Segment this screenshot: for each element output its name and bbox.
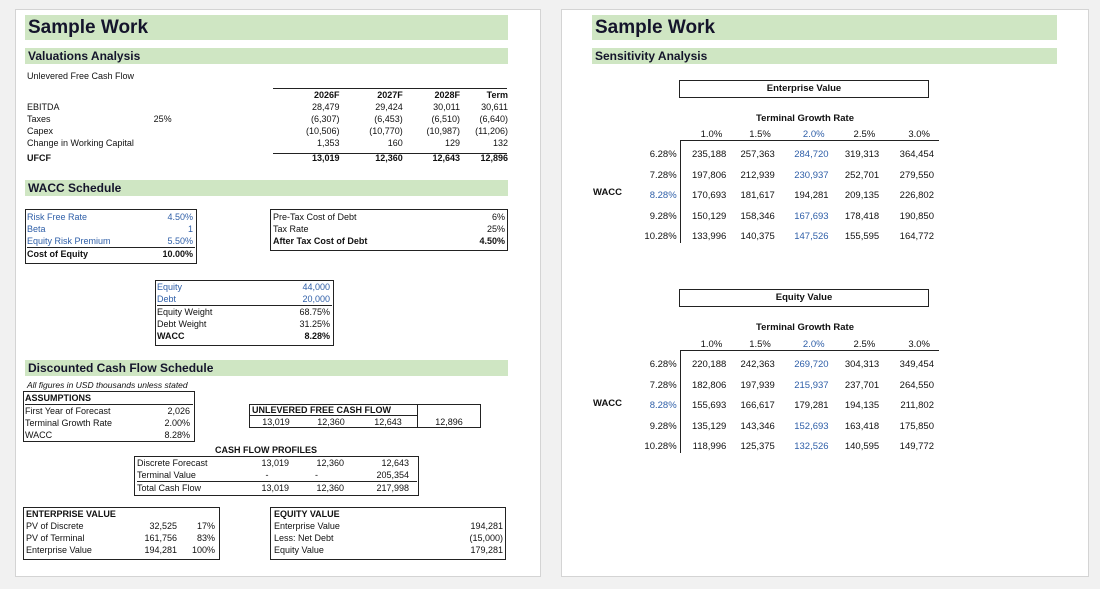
sensitivity-cell: 125,375 <box>740 441 775 453</box>
enterprise-value-table-title: Enterprise Value <box>679 80 929 98</box>
table-row <box>27 137 508 149</box>
sensitivity-cell: 215,937 <box>794 379 829 391</box>
table-row <box>157 281 332 293</box>
sensitivity-cell: 364,454 <box>899 149 934 161</box>
cell: (6,307) <box>310 114 340 124</box>
cell: 13,019 <box>262 417 290 427</box>
sensitivity-cell: 237,701 <box>844 379 880 391</box>
cell: 12,360 <box>289 482 344 495</box>
sensitivity-cell: 194,135 <box>844 400 880 412</box>
sensitivity-heading: Sensitivity Analysis <box>592 48 1057 64</box>
table-row <box>25 429 193 441</box>
row-label: Terminal Growth Rate <box>25 418 113 428</box>
ufcf-subheading: Unlevered Free Cash Flow <box>27 71 135 81</box>
cell: 8.28% <box>164 430 190 440</box>
cell: (10,987) <box>426 126 460 136</box>
wacc-rate-label: 6.28% <box>649 149 677 161</box>
cash-flow-profiles-table <box>137 457 417 494</box>
cell: 17% <box>196 521 215 531</box>
row-label: Debt <box>157 294 177 304</box>
sensitivity-cell: 190,850 <box>899 210 934 222</box>
cell: 100% <box>191 545 215 555</box>
sensitivity-cell: 132,526 <box>794 441 829 453</box>
sensitivity-cell: 209,135 <box>844 190 880 202</box>
sensitivity-cell: 164,772 <box>899 231 934 243</box>
row-label: UFCF <box>27 153 51 163</box>
cell: (6,640) <box>479 114 508 124</box>
cell: (6,453) <box>374 114 403 124</box>
wacc-rate-label: 10.28% <box>644 231 677 243</box>
row-label: Enterprise Value <box>26 545 92 555</box>
cell: 2.00% <box>164 418 190 428</box>
sensitivity-row <box>628 186 938 207</box>
cell: 217,998 <box>344 482 409 495</box>
sensitivity-row <box>628 437 938 458</box>
row-label: Less: Net Debt <box>274 533 334 543</box>
wacc-axis-label: WACC <box>593 187 623 198</box>
sensitivity-row <box>628 355 938 376</box>
growth-rate-header: 1.5% <box>749 338 771 350</box>
row-label: Equity Weight <box>157 306 267 319</box>
left-page-title: Sample Work <box>25 15 508 40</box>
table-row <box>157 293 332 306</box>
sensitivity-cell: 133,996 <box>691 231 727 243</box>
sensitivity-cell: 181,617 <box>740 190 775 202</box>
sensitivity-cell: 257,363 <box>740 149 775 161</box>
sensitivity-cell: 147,526 <box>794 231 829 243</box>
sensitivity-cell: 152,693 <box>794 420 829 432</box>
cell: 13,019 <box>261 458 289 468</box>
cell: 129 <box>444 138 460 148</box>
cash-flow-profiles-title: CASH FLOW PROFILES <box>215 445 317 455</box>
sensitivity-cell: 304,313 <box>844 359 880 371</box>
growth-rate-header: 3.0% <box>908 338 930 350</box>
growth-axis-label: Terminal Growth Rate <box>755 322 854 333</box>
sensitivity-cell: 178,418 <box>844 210 880 222</box>
equity-value-title: EQUITY VALUE <box>274 509 340 519</box>
cell: 5.50% <box>167 236 193 246</box>
sensitivity-row <box>628 396 938 417</box>
cost-of-debt-table <box>273 211 505 247</box>
cell: 12,360 <box>317 417 345 427</box>
growth-rate-header: 2.0% <box>802 128 825 140</box>
enterprise-value-sensitivity-grid <box>628 124 938 247</box>
valuations-heading: Valuations Analysis <box>25 48 508 64</box>
row-label: WACC <box>25 430 53 440</box>
table-row <box>274 544 503 556</box>
cell: (6,510) <box>431 114 460 124</box>
wacc-rate-label: 7.28% <box>649 169 677 181</box>
equity-value-sensitivity-grid <box>628 334 938 457</box>
cell: 31.25% <box>299 319 330 329</box>
cell: 30,011 <box>433 102 460 112</box>
column-header: 2028F <box>434 90 460 100</box>
row-label: Discrete Forecast <box>137 458 208 468</box>
growth-header-row <box>628 334 938 355</box>
row-label: Pre-Tax Cost of Debt <box>273 212 357 222</box>
cell: 32,525 <box>149 521 177 531</box>
row-label: Equity <box>157 282 183 292</box>
growth-header-row <box>628 124 938 145</box>
dcf-heading: Discounted Cash Flow Schedule <box>25 360 508 376</box>
cell: (10,506) <box>305 126 340 136</box>
wacc-rate-label: 10.28% <box>644 441 677 453</box>
column-header: 2026F <box>313 90 340 100</box>
row-label: Equity Risk Premium <box>27 236 111 246</box>
sensitivity-cell: 211,802 <box>900 400 934 412</box>
sensitivity-cell: 230,937 <box>794 169 829 181</box>
sensitivity-cell: 284,720 <box>794 149 829 161</box>
row-label: EBITDA <box>27 102 60 112</box>
table-row <box>25 417 193 429</box>
cell: - <box>315 470 318 480</box>
table-row <box>274 532 503 544</box>
wacc-rate-label: 8.28% <box>649 400 677 412</box>
cell: 194,281 <box>470 521 503 531</box>
cell: 194,281 <box>144 545 177 555</box>
valuations-header-row <box>27 89 508 101</box>
enterprise-value-table <box>26 508 218 556</box>
row-label: Cost of Equity <box>27 248 137 261</box>
cell: (11,206) <box>475 126 508 136</box>
cell: 12,643 <box>374 417 402 427</box>
sensitivity-cell: 279,550 <box>899 169 934 181</box>
table-row <box>27 125 508 137</box>
sensitivity-cell: 197,939 <box>740 379 775 391</box>
cell: 83% <box>196 533 215 543</box>
corner-cell <box>628 124 680 145</box>
right-page-title: Sample Work <box>592 15 1057 40</box>
cell: 2,026 <box>167 406 190 416</box>
sensitivity-cell: 158,346 <box>740 210 775 222</box>
sensitivity-cell: 349,454 <box>899 359 934 371</box>
wacc-rate-label: 9.28% <box>649 210 677 222</box>
table-row <box>27 211 195 223</box>
cell: (15,000) <box>469 533 503 543</box>
ufcf-divider <box>417 404 418 428</box>
sensitivity-cell: 140,375 <box>740 231 775 243</box>
table-row <box>274 520 503 532</box>
wacc-rate-label: 6.28% <box>649 359 677 371</box>
table-row <box>157 330 332 342</box>
row-label: Taxes <box>27 114 51 124</box>
cell: 6% <box>491 212 505 222</box>
cell: 161,756 <box>144 533 177 543</box>
sensitivity-cell: 226,802 <box>899 190 934 202</box>
row-label: After Tax Cost of Debt <box>273 236 368 246</box>
row-note <box>154 125 277 137</box>
table-row <box>137 457 417 469</box>
sensitivity-row <box>628 145 938 166</box>
cell: 12,896 <box>435 417 463 427</box>
sensitivity-cell: 175,850 <box>899 420 934 432</box>
wacc-rate-label: 7.28% <box>649 379 677 391</box>
sensitivity-row <box>628 227 938 248</box>
row-note <box>154 137 277 149</box>
wacc-rate-label: 9.28% <box>649 420 677 432</box>
dcf-note: All figures in USD thousands unless stated <box>27 380 188 390</box>
assumptions-title: ASSUMPTIONS <box>25 392 193 405</box>
ufcf-title: UNLEVERED FREE CASH FLOW <box>252 405 392 415</box>
sensitivity-cell: 155,595 <box>844 231 880 243</box>
column-header: 2027F <box>377 90 403 100</box>
cell: 28,479 <box>311 102 340 112</box>
sensitivity-cell: 242,363 <box>740 359 775 371</box>
growth-axis-label: Terminal Growth Rate <box>755 113 854 124</box>
sensitivity-cell: 235,188 <box>691 149 727 161</box>
cell: 1 <box>187 224 193 234</box>
enterprise-value-title: ENTERPRISE VALUE <box>26 509 116 519</box>
sensitivity-row <box>628 206 938 227</box>
row-label: WACC <box>157 331 185 341</box>
growth-rate-header: 1.5% <box>749 128 771 140</box>
row-label: PV of Discrete <box>26 521 84 531</box>
sensitivity-cell: 269,720 <box>794 359 829 371</box>
row-label: PV of Terminal <box>26 533 85 543</box>
growth-rate-header: 3.0% <box>908 128 930 140</box>
cell: 205,354 <box>376 470 409 480</box>
row-label: Beta <box>27 224 46 234</box>
corner-cell <box>628 334 680 355</box>
cell: 12,360 <box>316 458 344 468</box>
enterprise-value-title-row <box>26 508 218 520</box>
table-row <box>26 520 218 532</box>
sensitivity-row <box>628 416 938 437</box>
table-row <box>27 223 195 235</box>
cost-of-equity-table <box>27 211 195 260</box>
cell: 4.50% <box>167 212 193 222</box>
cell: 20,000 <box>302 294 330 304</box>
cell: 29,424 <box>375 102 403 112</box>
growth-rate-header: 2.5% <box>853 338 876 350</box>
sensitivity-cell: 212,939 <box>740 169 775 181</box>
table-row <box>25 405 193 418</box>
table-row <box>27 235 195 248</box>
row-label: Enterprise Value <box>274 521 340 531</box>
row-label: Debt Weight <box>157 319 207 329</box>
sensitivity-cell: 149,772 <box>899 441 934 453</box>
sensitivity-cell: 150,129 <box>691 210 727 222</box>
growth-rate-header: 2.5% <box>853 128 876 140</box>
row-label: Terminal Value <box>137 470 196 480</box>
row-label: Risk Free Rate <box>27 212 88 222</box>
sensitivity-cell: 252,701 <box>844 169 880 181</box>
cell: 12,643 <box>432 153 460 163</box>
sensitivity-cell: 319,313 <box>844 149 880 161</box>
equity-value-title-row <box>274 508 503 520</box>
cell: 8.28% <box>304 331 330 341</box>
ufcf-total-rule <box>273 153 507 154</box>
cell: (10,770) <box>369 126 403 136</box>
table-row <box>27 113 508 125</box>
table-row <box>26 532 218 544</box>
sensitivity-cell: 197,806 <box>691 169 727 181</box>
cell: 179,281 <box>470 545 503 555</box>
sensitivity-cell: 179,281 <box>794 400 829 412</box>
cell: 4.50% <box>479 236 505 246</box>
table-row <box>137 469 417 482</box>
sensitivity-row <box>628 165 938 186</box>
table-row <box>26 544 218 556</box>
sensitivity-cell: 194,281 <box>794 190 829 202</box>
cell: 68.75% <box>267 306 332 319</box>
sensitivity-cell: 264,550 <box>899 379 934 391</box>
row-label: First Year of Forecast <box>25 406 111 416</box>
sensitivity-cell: 143,346 <box>740 420 775 432</box>
sensitivity-cell: 167,693 <box>794 210 829 222</box>
ufcf-total-row <box>27 149 508 164</box>
sensitivity-cell: 118,996 <box>692 441 727 453</box>
cell: 13,019 <box>311 153 340 163</box>
table-row <box>157 306 332 319</box>
sensitivity-row <box>628 375 938 396</box>
cell: 12,643 <box>381 458 409 468</box>
row-note <box>154 101 277 113</box>
cell: - <box>265 470 269 480</box>
wacc-rate-label: 8.28% <box>649 190 677 202</box>
cell: 160 <box>387 138 403 148</box>
equity-value-table <box>274 508 503 556</box>
wacc-axis-label: WACC <box>593 398 623 409</box>
table-row <box>273 235 505 247</box>
row-label: Capex <box>27 126 54 136</box>
cell: 1,353 <box>316 138 340 148</box>
table-row <box>273 211 505 223</box>
table-row <box>27 248 195 261</box>
cell: 12,360 <box>375 153 403 163</box>
growth-rate-header: 1.0% <box>700 128 723 140</box>
row-label: Total Cash Flow <box>137 482 245 495</box>
assumptions-table <box>25 392 193 441</box>
row-label: Tax Rate <box>273 224 309 234</box>
column-header: Term <box>486 90 508 100</box>
table-row <box>137 482 417 495</box>
table-row <box>27 101 508 113</box>
cell: 12,896 <box>480 153 508 163</box>
sensitivity-cell: 155,693 <box>691 400 727 412</box>
sensitivity-cell: 182,806 <box>691 379 727 391</box>
table-row <box>157 318 332 330</box>
row-label: Equity Value <box>274 545 324 555</box>
sensitivity-cell: 166,617 <box>740 400 775 412</box>
cell: 25% <box>486 224 505 234</box>
sensitivity-cell: 140,595 <box>844 441 880 453</box>
cell: 132 <box>492 138 508 148</box>
sensitivity-cell: 135,129 <box>691 420 727 432</box>
assumptions-title-row <box>25 392 193 405</box>
row-note: 25% <box>153 114 172 124</box>
cell: 30,611 <box>481 102 508 112</box>
cell: 13,019 <box>245 482 289 495</box>
sensitivity-cell: 170,693 <box>691 190 727 202</box>
wacc-heading: WACC Schedule <box>25 180 508 196</box>
table-row <box>273 223 505 235</box>
sensitivity-cell: 220,188 <box>691 359 727 371</box>
wacc-weights-table <box>157 281 332 342</box>
row-label: Change in Working Capital <box>27 138 134 148</box>
growth-rate-header: 2.0% <box>802 338 825 350</box>
growth-rate-header: 1.0% <box>700 338 723 350</box>
sensitivity-cell: 163,418 <box>844 420 880 432</box>
cell: 10.00% <box>137 248 195 261</box>
cell: 44,000 <box>302 282 330 292</box>
equity-value-table-title: Equity Value <box>679 289 929 307</box>
